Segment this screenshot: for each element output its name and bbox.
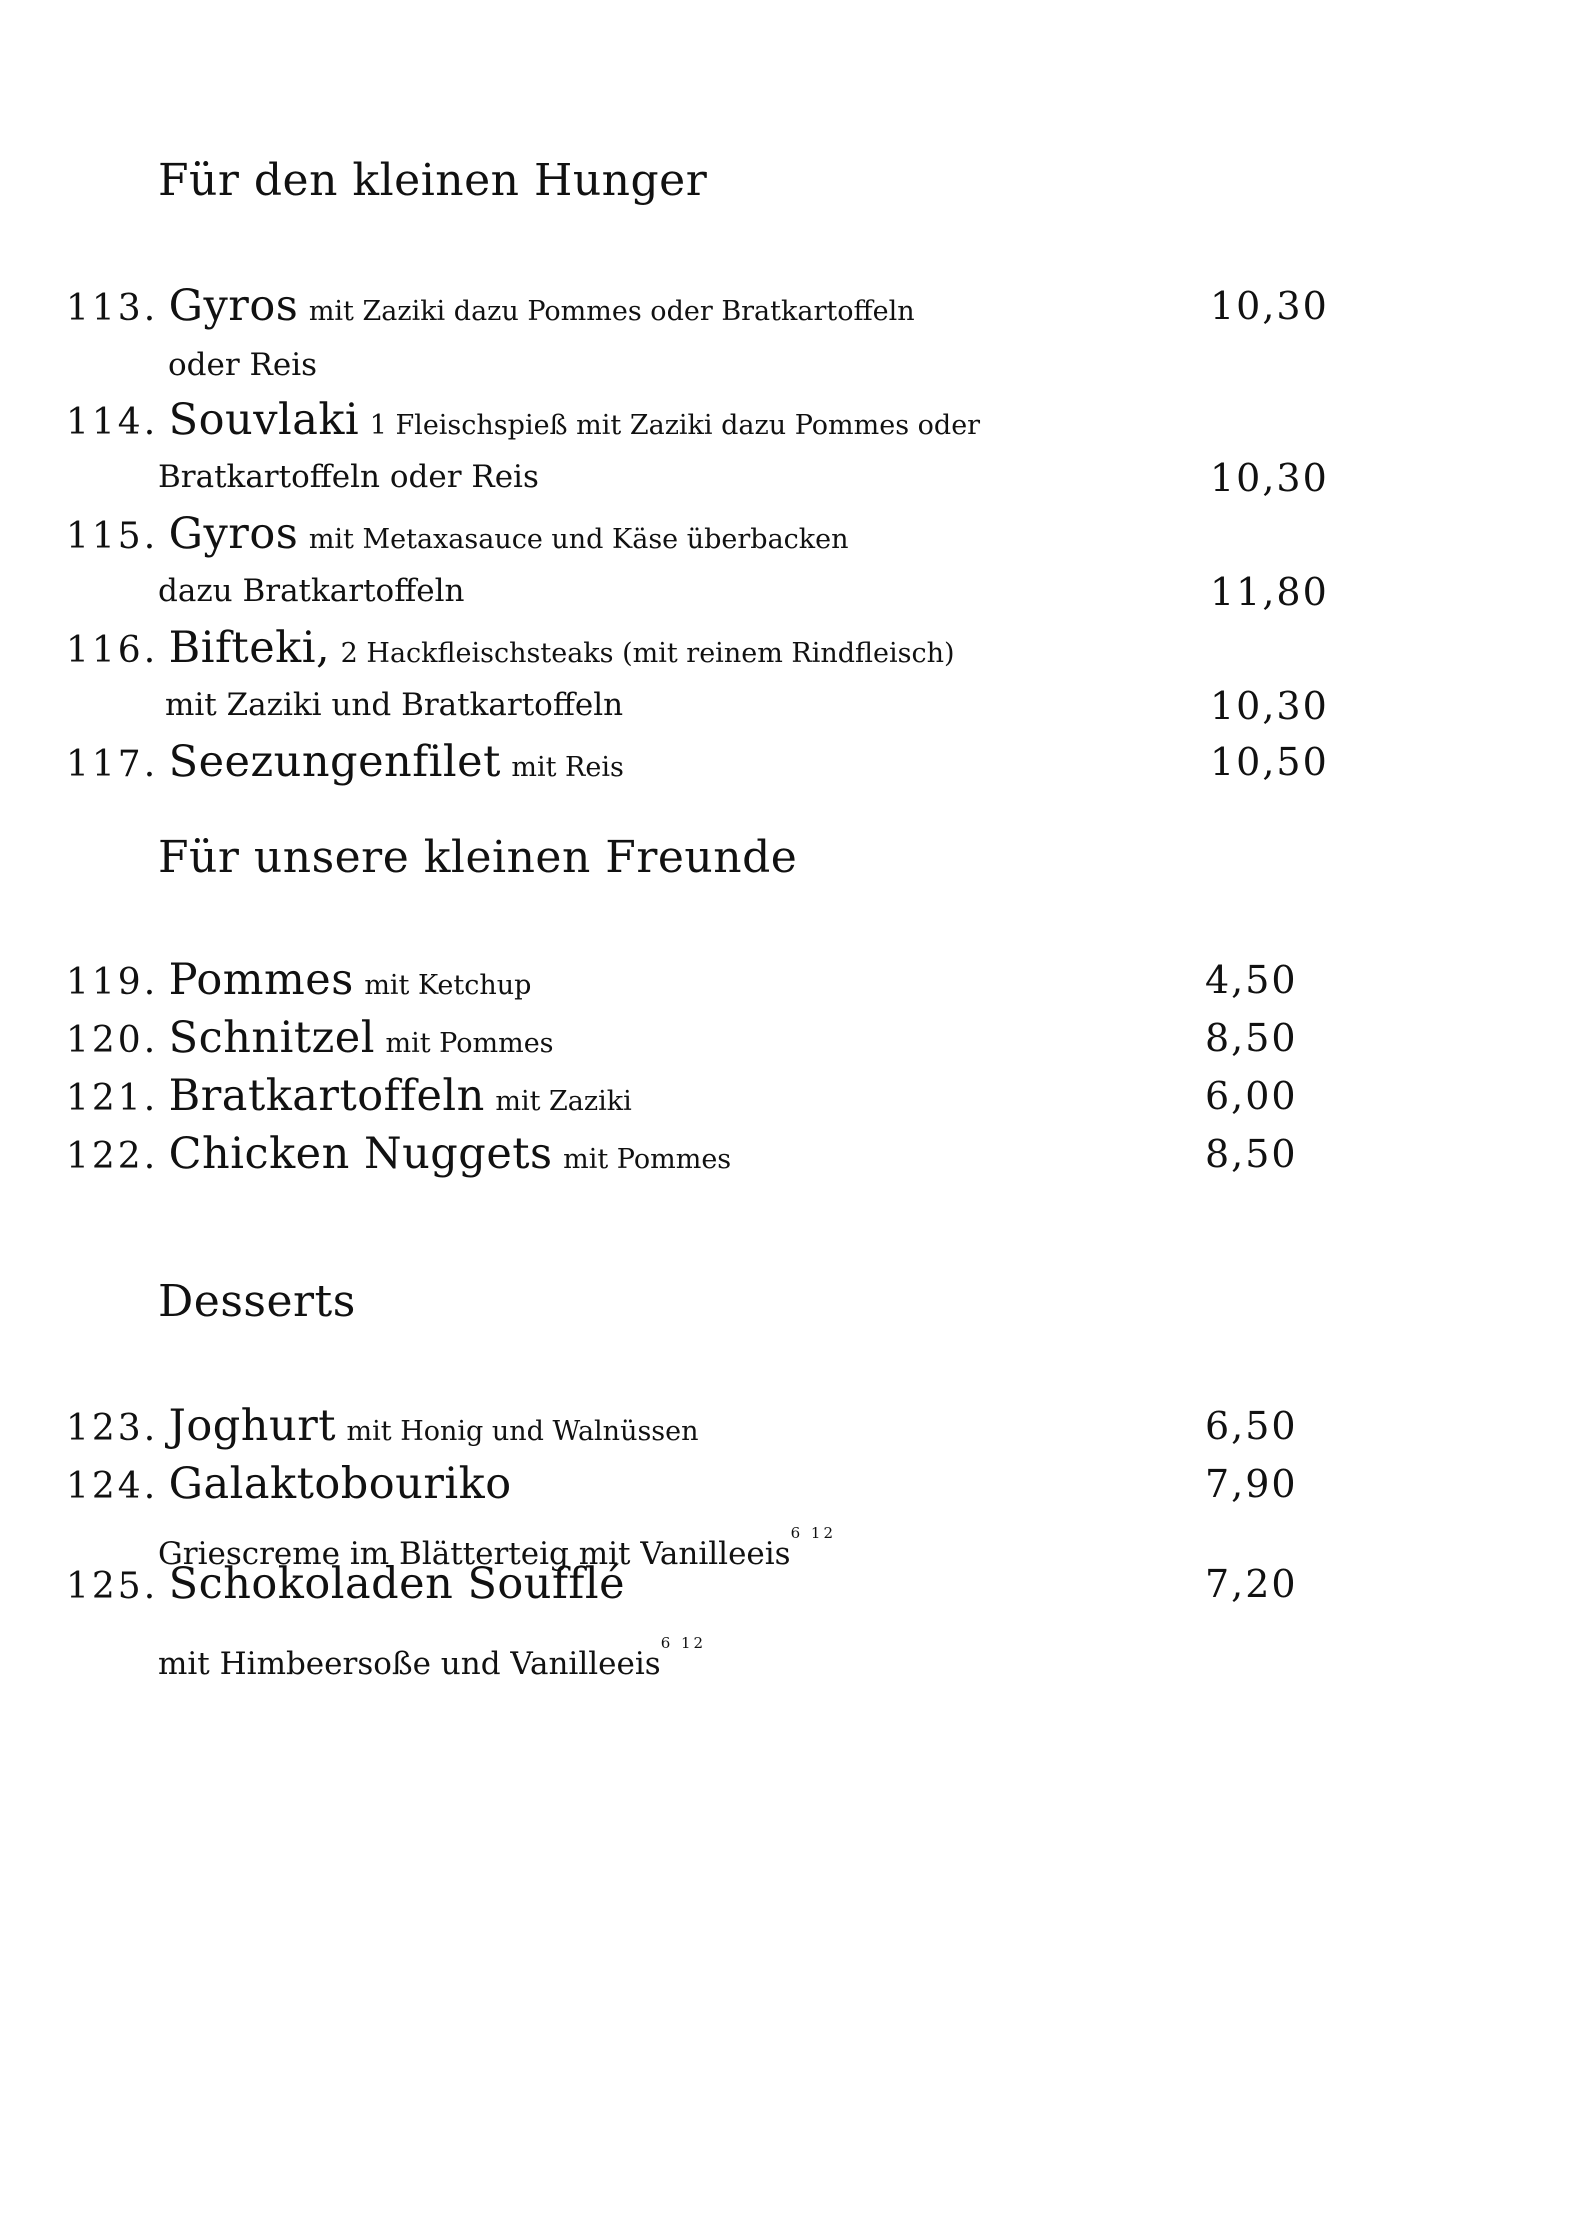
item-number: 122. <box>66 1136 159 1177</box>
item-name: Pommes <box>168 955 354 1005</box>
allergen-codes: 6 12 <box>790 1524 836 1542</box>
item-number: 117. <box>66 744 159 785</box>
section-title-kids: Für unsere kleinen Freunde <box>158 832 798 883</box>
item-description: mit Pommes <box>385 1028 554 1059</box>
item-description: Griescreme im Blätterteig mit Vanilleeis <box>158 1536 791 1572</box>
item-name: Souvlaki <box>168 395 360 445</box>
menu-item-125 <box>66 1556 625 1612</box>
item-price-124: 7,90 <box>1205 1462 1298 1506</box>
item-number: 119. <box>66 962 159 1003</box>
menu-item-121 <box>66 1068 632 1124</box>
item-price-123: 6,50 <box>1205 1404 1298 1448</box>
item-description: mit Reis <box>511 752 624 783</box>
item-price-121: 6,00 <box>1205 1074 1298 1118</box>
item-number: 121. <box>66 1078 159 1119</box>
item-price-117: 10,50 <box>1210 740 1329 784</box>
item-description: mit Honig und Walnüssen <box>346 1416 699 1447</box>
item-description: mit Zaziki dazu Pommes oder Bratkartoffeln <box>308 296 915 327</box>
item-price-122: 8,50 <box>1205 1132 1298 1176</box>
item-name: Bratkartoffeln <box>168 1071 485 1121</box>
section-title-desserts: Desserts <box>158 1276 356 1327</box>
item-price-119: 4,50 <box>1205 958 1298 1002</box>
item-number: 123. <box>66 1408 159 1449</box>
item-description-cont-116: mit Zaziki und Bratkartoffeln <box>165 687 624 723</box>
item-description: mit Pommes <box>563 1144 732 1175</box>
menu-item-114 <box>66 392 980 448</box>
item-description: 2 Hackfleischsteaks (mit reinem Rindfleisch) <box>340 638 955 669</box>
menu-item-122 <box>66 1126 731 1182</box>
item-number: 115. <box>66 516 159 557</box>
item-description-cont-114: Bratkartoffeln oder Reis <box>158 459 539 495</box>
item-number: 125. <box>66 1566 159 1607</box>
item-number: 116. <box>66 630 159 671</box>
item-name: Galaktobouriko <box>168 1459 512 1509</box>
item-name: Schnitzel <box>168 1013 375 1063</box>
menu-item-115 <box>66 506 849 562</box>
item-name: Bifteki, <box>168 623 331 673</box>
menu-item-123 <box>66 1398 699 1454</box>
item-price-125: 7,20 <box>1205 1562 1298 1606</box>
item-name: Chicken Nuggets <box>168 1129 553 1179</box>
menu-item-116 <box>66 620 955 676</box>
item-number: 114. <box>66 402 159 443</box>
item-description-cont-113: oder Reis <box>168 347 318 383</box>
item-description-cont-125 <box>158 1618 706 1689</box>
item-number: 113. <box>66 288 159 329</box>
menu-item-124 <box>66 1456 512 1512</box>
menu-item-120 <box>66 1010 554 1066</box>
menu-item-119 <box>66 952 531 1008</box>
item-description: mit Zaziki <box>495 1086 632 1117</box>
item-price-114: 10,30 <box>1210 456 1329 500</box>
item-number: 120. <box>66 1020 159 1061</box>
item-description: mit Himbeersoße und Vanilleeis <box>158 1646 661 1682</box>
item-price-113: 10,30 <box>1210 284 1329 328</box>
item-price-115: 11,80 <box>1210 570 1329 614</box>
item-description: mit Ketchup <box>364 970 532 1001</box>
item-price-120: 8,50 <box>1205 1016 1298 1060</box>
item-name: Gyros <box>168 509 299 559</box>
section-title-small-hunger: Für den kleinen Hunger <box>158 155 708 206</box>
item-name: Seezungenfilet <box>168 737 501 787</box>
item-price-116: 10,30 <box>1210 684 1329 728</box>
item-description-cont-115: dazu Bratkartoffeln <box>158 573 465 609</box>
item-number: 124. <box>66 1466 159 1507</box>
item-description: mit Metaxasauce und Käse überbacken <box>308 524 849 555</box>
item-name: Schokoladen Soufflé <box>168 1559 626 1609</box>
item-description: 1 Fleischspieß mit Zaziki dazu Pommes oder <box>369 410 981 441</box>
menu-item-117 <box>66 734 624 790</box>
item-name: Gyros <box>168 281 299 331</box>
allergen-codes: 6 12 <box>660 1634 707 1652</box>
menu-item-113 <box>66 278 915 334</box>
item-name: Joghurt <box>168 1401 337 1451</box>
